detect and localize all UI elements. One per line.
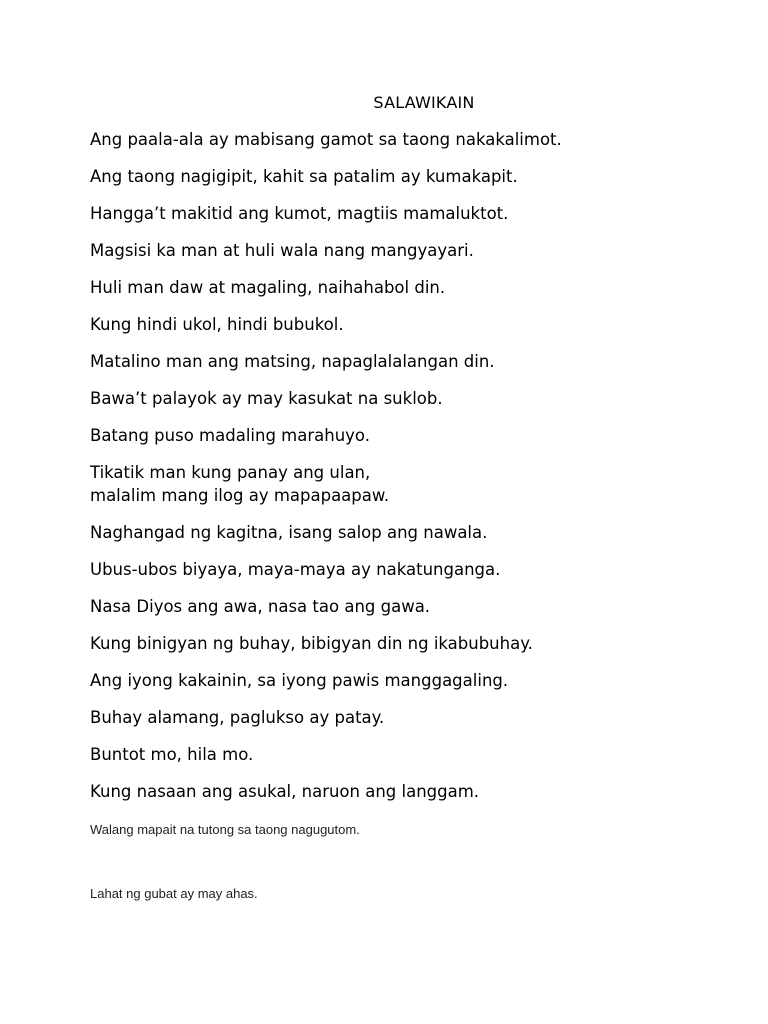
proverb-line: Huli man daw at magaling, naihahabol din. [90,278,446,297]
proverb-item [90,128,730,151]
proverb-line: Magsisi ka man at huli wala nang mangyayari. [90,241,474,260]
proverb-line: Batang puso madaling marahuyo. [90,426,370,445]
proverb-item [90,239,730,262]
proverb-line: Buntot mo, hila mo. [90,745,254,764]
proverb-line: Naghangad ng kagitna, isang salop ang nawala. [90,523,488,542]
proverb-line: malalim mang ilog ay mapapaapaw. [90,486,390,505]
proverb-item [90,595,730,618]
proverb-item [90,424,730,447]
proverb-item [90,780,730,803]
proverb-item [90,669,730,692]
proverb-item [90,350,730,373]
proverb-line: Ubus-ubos biyaya, maya-maya ay nakatunganga. [90,560,501,579]
proverb-item [90,706,730,729]
proverb-item [90,521,730,544]
proverb-item [90,743,730,766]
proverb-line: Matalino man ang matsing, napaglalalangan din. [90,352,495,371]
proverb-line: Nasa Diyos ang awa, nasa tao ang gawa. [90,597,431,616]
small-proverb-note: Lahat ng gubat ay may ahas. [90,886,258,901]
proverb-item [90,313,730,336]
proverb-list [90,128,730,817]
proverb-line: Kung nasaan ang asukal, naruon ang langgam. [90,782,480,801]
proverb-item [90,387,730,410]
small-proverb-note: Walang mapait na tutong sa taong nagugutom. [90,822,360,837]
proverb-line: Buhay alamang, paglukso ay patay. [90,708,385,727]
proverb-item [90,276,730,299]
proverb-item [90,165,730,188]
proverb-line: Kung binigyan ng buhay, bibigyan din ng ikabubuhay. [90,634,533,653]
proverb-line: Hangga’t makitid ang kumot, magtiis mamaluktot. [90,204,509,223]
proverb-line: Ang paala-ala ay mabisang gamot sa taong nakakalimot. [90,130,562,149]
proverb-line: Ang iyong kakainin, sa iyong pawis manggagaling. [90,671,509,690]
proverb-line: Kung hindi ukol, hindi bubukol. [90,315,344,334]
proverb-line: Ang taong nagigipit, kahit sa patalim ay kumakapit. [90,167,518,186]
proverb-line: Bawa’t palayok ay may kasukat na suklob. [90,389,443,408]
proverb-item [90,558,730,581]
proverb-item [90,202,730,225]
proverb-item [90,632,730,655]
proverb-item [90,461,730,507]
proverb-line: Tikatik man kung panay ang ulan, [90,463,371,482]
document-title: SALAWIKAIN [373,93,475,112]
